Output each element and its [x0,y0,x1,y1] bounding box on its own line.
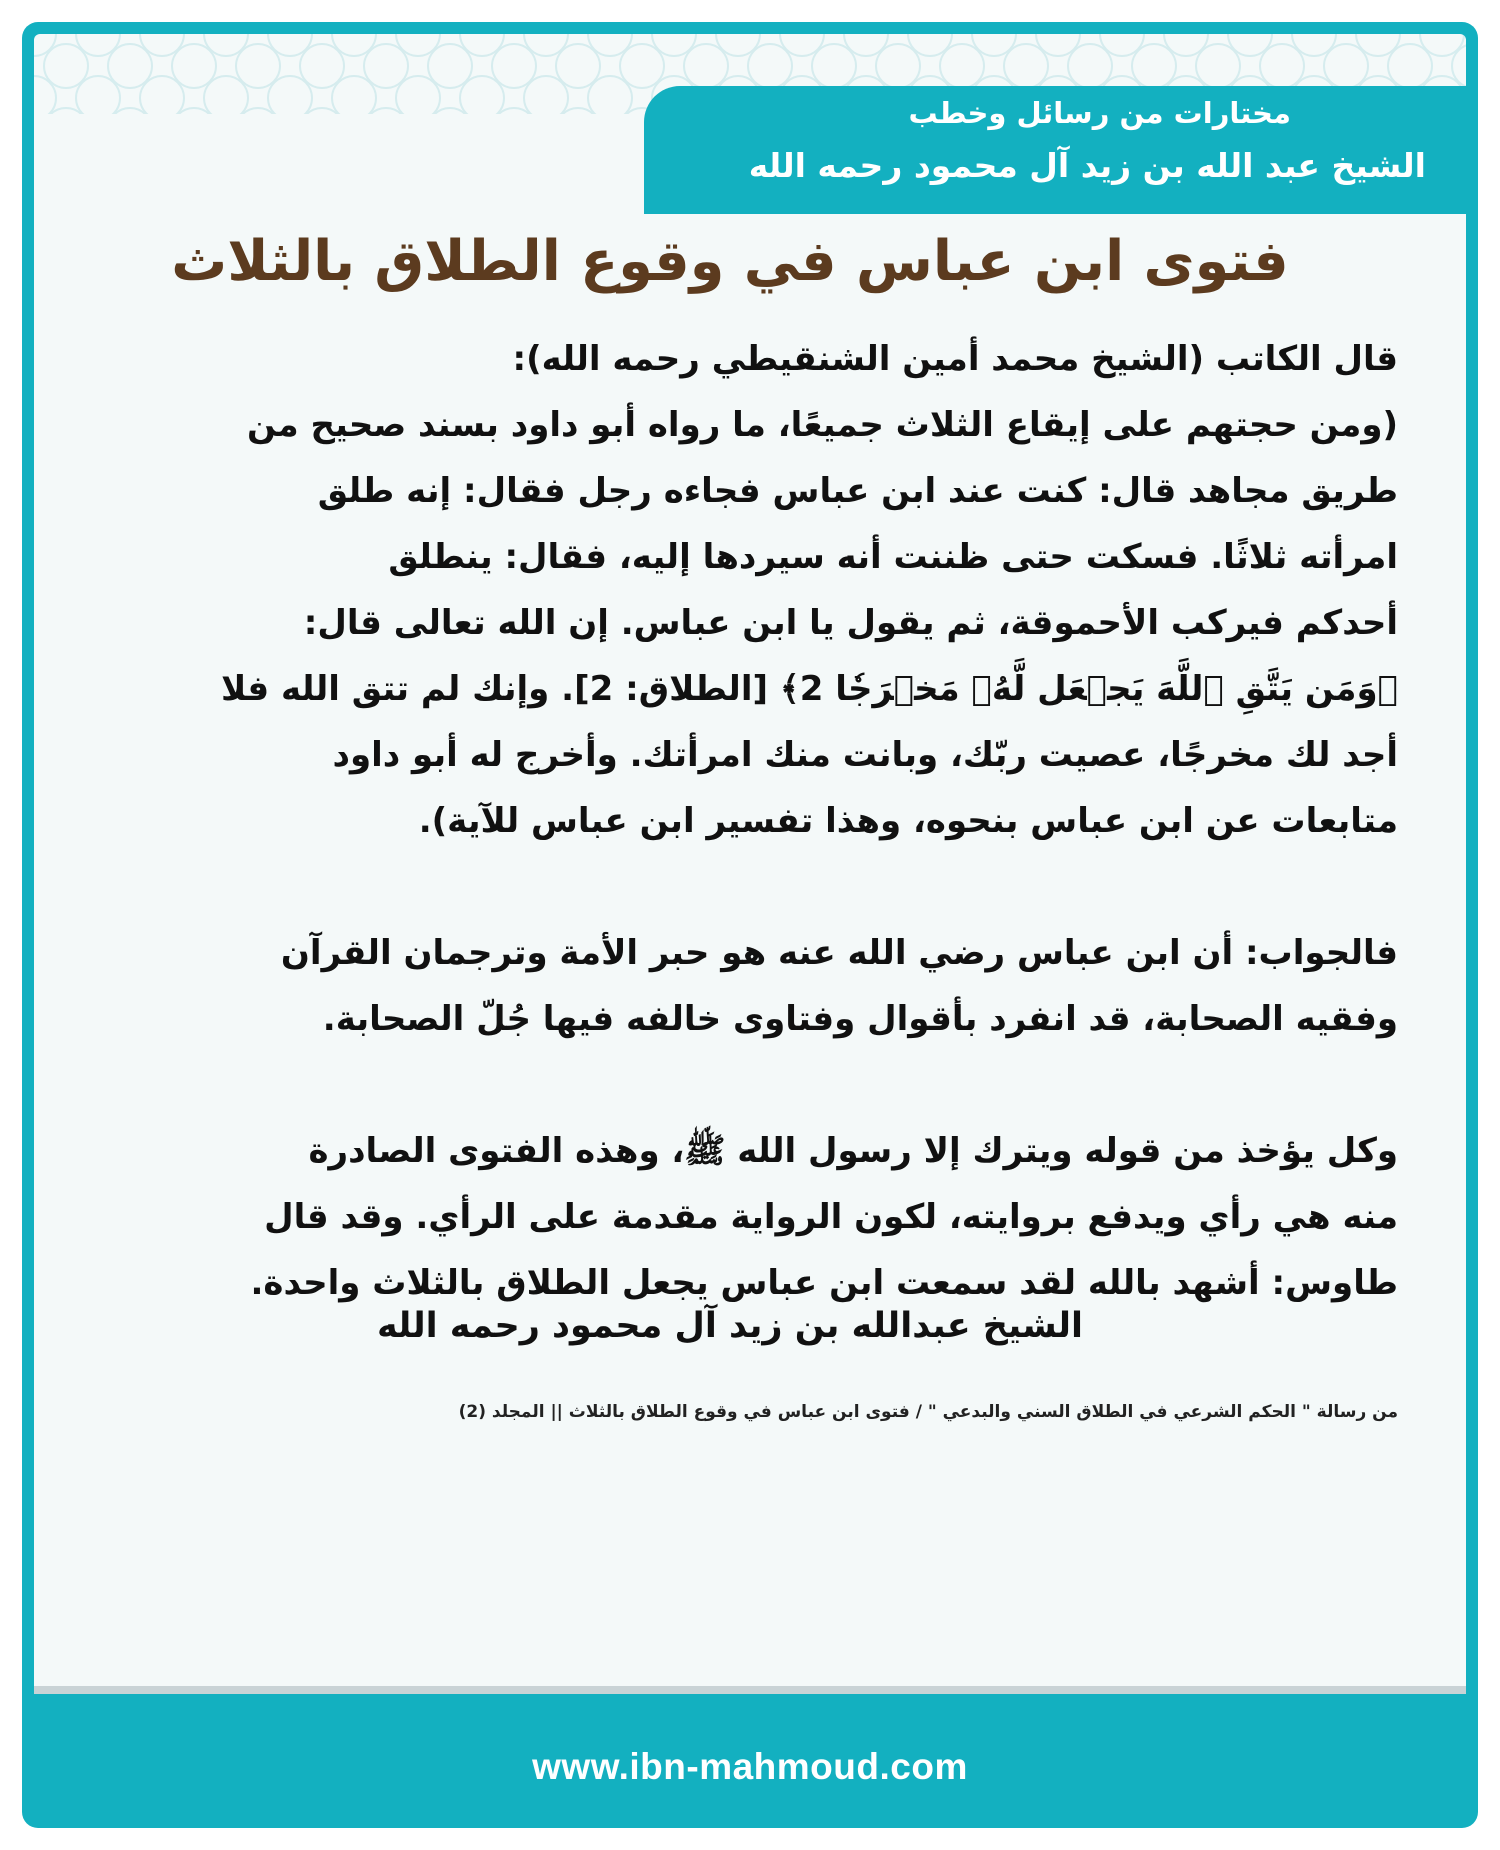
text-line: أحدكم فيركب الأحموقة، ثم يقول يا ابن عباس. إن الله تعالى قال: [303,603,1398,643]
text-line: وفقيه الصحابة، قد انفرد بأقوال وفتاوى خالفه فيها جُلّ الصحابة. [322,999,1398,1039]
divider [34,1686,1466,1694]
article-body [130,326,1398,1316]
text-line: قال الكاتب (الشيخ محمد أمين الشنقيطي رحمه الله): [512,339,1398,379]
text-line: متابعات عن ابن عباس بنحوه، وهذا تفسير ابن عباس للآية). [418,801,1398,841]
paragraph-2 [130,920,1398,1052]
author-signature: الشيخ عبدالله بن زيد آل محمود رحمه الله [376,1306,1084,1346]
text-line: طريق مجاهد قال: كنت عند ابن عباس فجاءه رجل فقال: إنه طلق [317,471,1398,511]
text-line: منه هي رأي ويدفع بروايته، لكون الرواية مقدمة على الرأي. وقد قال [264,1197,1398,1237]
header-banner [644,86,1466,214]
paragraph-3 [130,1118,1398,1316]
text-line: امرأته ثلاثًا. فسكت حتى ظننت أنه سيردها إليه، فقال: ينطلق [388,537,1398,577]
header-subtitle: مختارات من رسائل وخطب [908,96,1291,130]
text-line: ﴿وَمَن يَتَّقِ ٱللَّهَ يَجۡعَل لَّهُۥ مَخۡرَجٗا 2﴾ [الطلاق: 2]. وإنك لم تتق الله فلا [221,669,1398,709]
page-title: فتوى ابن عباس في وقوع الطلاق بالثلاث [171,229,1289,294]
text-line: طاوس: أشهد بالله لقد سمعت ابن عباس يجعل الطلاق بالثلاث واحدة. [250,1263,1398,1303]
header-author: الشيخ عبد الله بن زيد آل محمود رحمه الله [748,146,1426,185]
source-citation: من رسالة " الحكم الشرعي في الطلاق السني والبدعي " / فتوى ابن عباس في وقوع الطلاق بالثلاث || المجلد (2) [458,1402,1398,1422]
text-line: فالجواب: أن ابن عباس رضي الله عنه هو حبر الأمة وترجمان القرآن [280,933,1398,973]
website-link[interactable]: www.ibn-mahmoud.com [532,1746,968,1787]
text-line: وكل يؤخذ من قوله ويترك إلا رسول الله ﷺ، وهذه الفتوى الصادرة [308,1131,1398,1171]
text-line: (ومن حجتهم على إيقاع الثلاث جميعًا، ما رواه أبو داود بسند صحيح من [246,405,1398,445]
paragraph-1 [130,326,1398,854]
text-line: أجد لك مخرجًا، عصيت ربّك، وبانت منك امرأتك. وأخرج له أبو داود [332,735,1398,775]
